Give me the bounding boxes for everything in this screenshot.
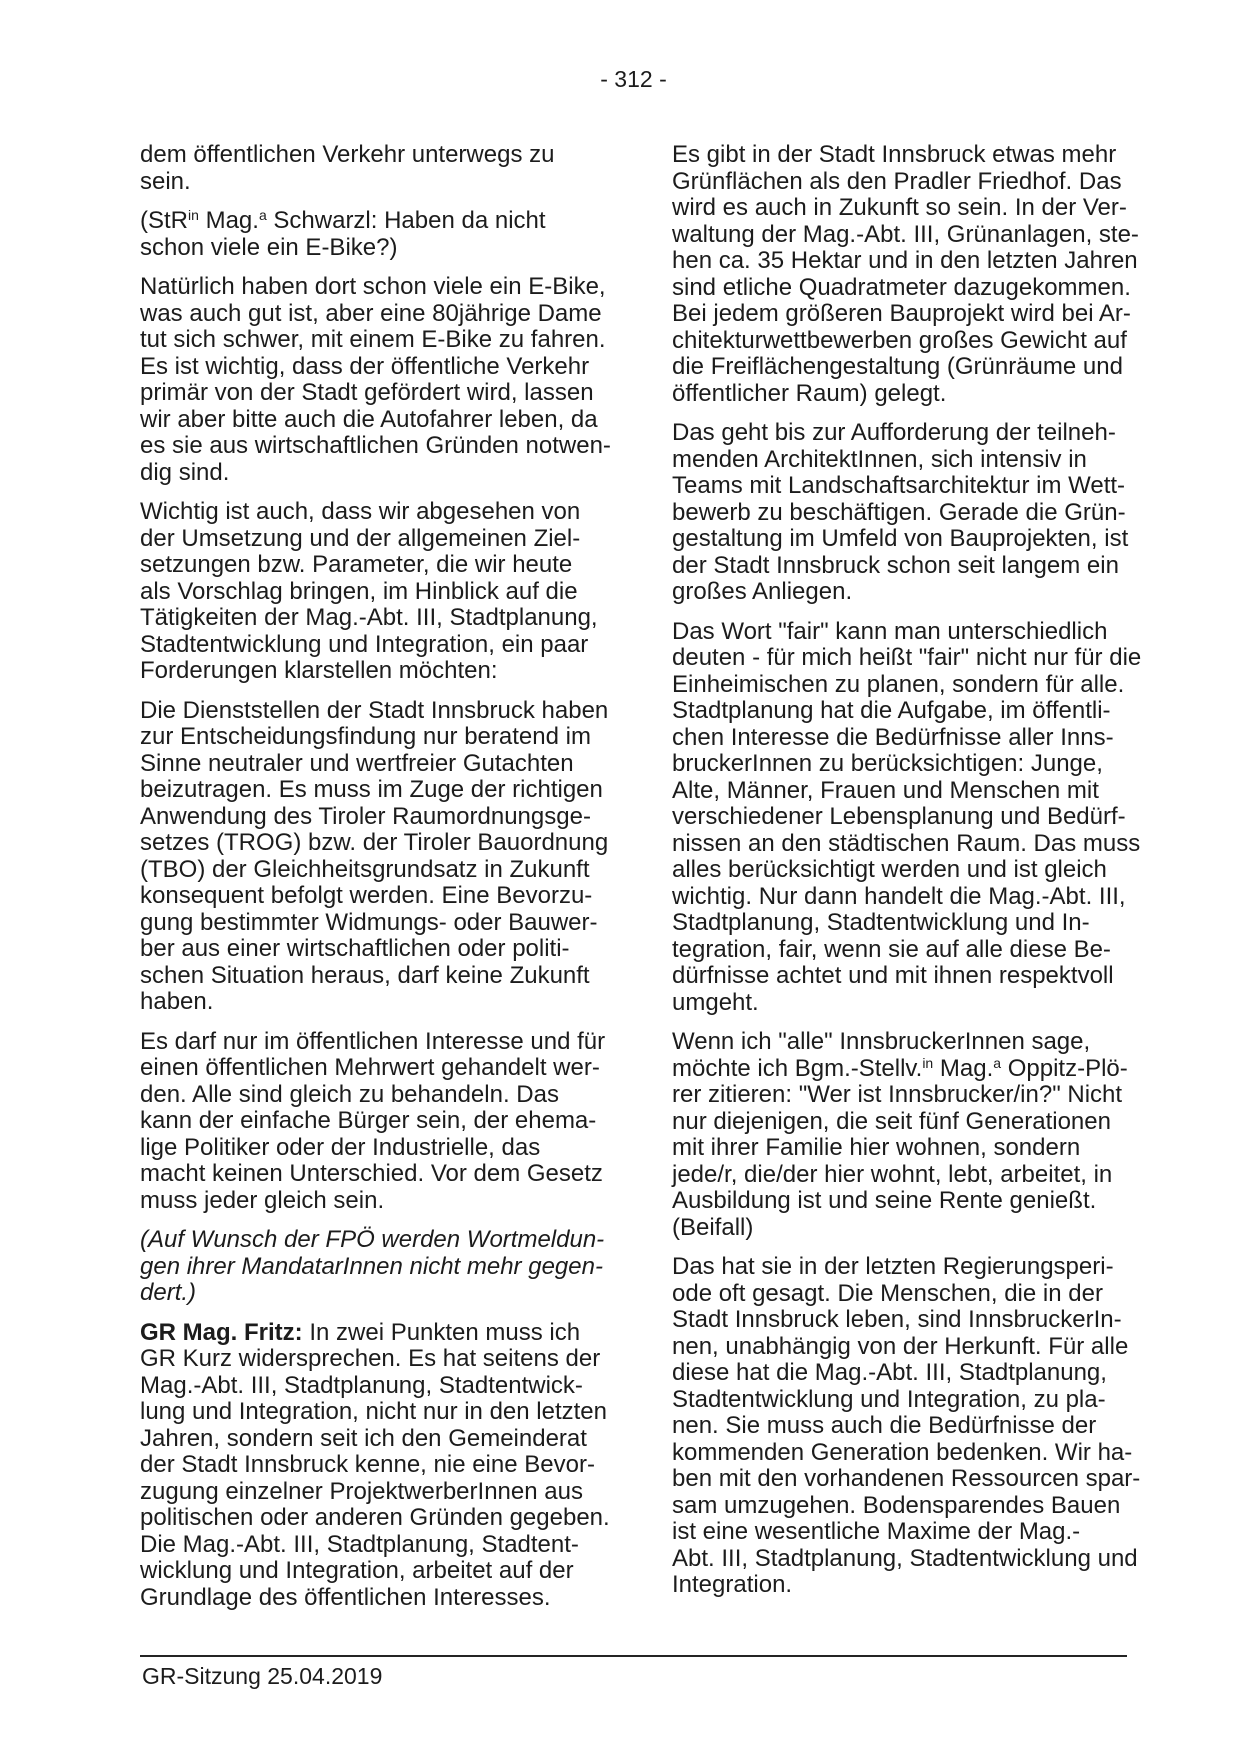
text-run: Mag. xyxy=(933,1054,994,1082)
text-line: haben. xyxy=(140,988,214,1015)
text-line: Stadtentwicklung und Integration, ein paar xyxy=(140,630,589,658)
text-line: bruckerInnen zu berücksichtigen: Junge, xyxy=(672,750,1103,777)
text-line: gung bestimmter Widmungs- oder Bauwer- xyxy=(140,908,598,936)
text-line: primär von der Stadt gefördert wird, lassen xyxy=(140,379,594,406)
text-line: ber aus einer wirtschaftlichen oder politi- xyxy=(140,935,570,962)
text-line: den. Alle sind gleich zu behandeln. Das xyxy=(140,1080,559,1108)
superscript-text: a xyxy=(258,207,267,223)
text-line: chen Interesse die Bedürfnisse aller Inns- xyxy=(672,723,1114,751)
text-line: Jahren, sondern seit ich den Gemeinderat xyxy=(140,1424,587,1452)
text-line: macht keinen Unterschied. Vor dem Gesetz xyxy=(140,1160,603,1187)
text-line: tut sich schwer, mit einem E-Bike zu fahren. xyxy=(140,326,606,353)
text-run: Mag. xyxy=(198,207,259,234)
text-line: Mag.-Abt. III, Stadtplanung, Stadtentwick- xyxy=(140,1371,583,1399)
text-line: Stadtplanung, Stadtentwicklung und In- xyxy=(672,909,1090,936)
text-line: Stadt Innsbruck leben, sind InnsbruckerIn- xyxy=(672,1306,1122,1333)
text-run: Schwarzl: Haben da nicht xyxy=(266,207,546,234)
text-line: Bei jedem größeren Bauprojekt wird bei Ar- xyxy=(672,300,1131,327)
text-line: wird es auch in Zukunft so sein. In der Ver- xyxy=(672,194,1127,221)
text-line: kommenden Generation bedenken. Wir ha- xyxy=(672,1438,1133,1466)
text-line: Grünflächen als den Pradler Friedhof. Das xyxy=(672,167,1122,195)
text-line: chitekturwettbewerben großes Gewicht auf xyxy=(672,326,1127,354)
text-line: sam umzugehen. Bodensparendes Bauen xyxy=(672,1491,1121,1519)
text-line: ode oft gesagt. Die Menschen, die in der xyxy=(672,1279,1103,1307)
text-line: der Umsetzung und der allgemeinen Ziel- xyxy=(140,524,581,552)
text-line: Wenn ich "alle" InnsbruckerInnen sage, xyxy=(672,1028,1091,1055)
text-line: lung und Integration, nicht nur in den letzten xyxy=(140,1398,607,1425)
paragraph-italic xyxy=(140,1227,608,1307)
text-line: Anwendung des Tiroler Raumordnungsge- xyxy=(140,802,591,830)
text-line: ben mit den vorhandenen Ressourcen spar- xyxy=(672,1465,1141,1492)
paragraph xyxy=(140,499,608,685)
text-line: Die Mag.-Abt. III, Stadtplanung, Stadtent- xyxy=(140,1530,579,1558)
text-line: dert.) xyxy=(140,1279,197,1306)
text-line: die Freiflächengestaltung (Grünräume und xyxy=(672,353,1123,380)
text-line: nen. Sie muss auch die Bedürfnisse der xyxy=(672,1412,1097,1439)
text-line: umgeht. xyxy=(672,988,759,1016)
text-line: rer zitieren: "Wer ist Innsbrucker/in?" Nicht xyxy=(672,1081,1123,1108)
speaker-name: GR Mag. Fritz: xyxy=(140,1318,303,1346)
text-run: Oppitz-Plö- xyxy=(1001,1054,1128,1082)
paragraph xyxy=(672,141,1139,407)
text-line: mit ihrer Familie hier wohnen, sondern xyxy=(672,1134,1081,1161)
text-line: der Stadt Innsbruck schon seit langem ein xyxy=(672,551,1119,579)
superscript-text: a xyxy=(993,1054,1002,1071)
text-line: politischen oder anderen Gründen gegeben. xyxy=(140,1504,610,1531)
text-line: (TBO) der Gleichheitsgrundsatz in Zukunft xyxy=(140,855,590,883)
column-right xyxy=(672,141,1142,1612)
text-line: dem öffentlichen Verkehr unterwegs zu xyxy=(140,141,555,168)
text-line: Teams mit Landschaftsarchitektur im Wett- xyxy=(672,472,1126,499)
text-line: nur diejenigen, die seit fünf Generationen xyxy=(672,1107,1111,1135)
text-line: deuten - für mich heißt "fair" nicht nur für die xyxy=(672,644,1142,671)
paragraph xyxy=(672,1253,1141,1599)
text-line: alles berücksichtigt werden und ist gleich xyxy=(672,856,1107,883)
column-left xyxy=(140,141,611,1624)
text-line: muss jeder gleich sein. xyxy=(140,1186,385,1214)
text-line: Stadtplanung hat die Aufgabe, im öffentli- xyxy=(672,697,1111,724)
paragraph xyxy=(140,273,611,486)
paragraph xyxy=(140,1320,608,1612)
text-line: Grundlage des öffentlichen Interesses. xyxy=(140,1583,551,1611)
paragraph xyxy=(140,142,608,195)
paragraph xyxy=(672,617,1142,1017)
text-line: Es darf nur im öffentlichen Interesse und für xyxy=(140,1027,606,1055)
text-line: Alte, Männer, Frauen und Menschen mit xyxy=(672,776,1099,804)
text-line: zur Entscheidungsfindung nur beratend im xyxy=(140,723,591,750)
text-line: sind etliche Quadratmeter dazugekommen. xyxy=(672,273,1131,301)
text-line: zugung einzelner ProjektwerberInnen aus xyxy=(140,1477,583,1505)
text-line: Abt. III, Stadtplanung, Stadtentwicklung und xyxy=(672,1544,1138,1572)
text-line: hen ca. 35 Hektar und in den letzten Jahren xyxy=(672,247,1138,274)
text-line: gen ihrer MandatarInnen nicht mehr gegen- xyxy=(140,1252,603,1280)
text-line: tegration, fair, wenn sie auf alle diese Be- xyxy=(672,935,1111,963)
paragraph xyxy=(672,1029,1127,1241)
text-line: konsequent befolgt werden. Eine Bevorzu- xyxy=(140,882,593,909)
text-run: In zwei Punkten muss ich xyxy=(302,1318,581,1346)
text-line: verschiedener Lebensplanung und Bedürf- xyxy=(672,803,1126,830)
paragraph xyxy=(672,420,1127,606)
text-line: Integration. xyxy=(672,1571,793,1598)
text-run: möchte ich Bgm.-Stellv. xyxy=(672,1054,923,1082)
text-line: Es gibt in der Stadt Innsbruck etwas mehr xyxy=(672,141,1117,168)
text-line: Natürlich haben dort schon viele ein E-Bike, xyxy=(140,273,606,300)
text-line: Forderungen klarstellen möchten: xyxy=(140,657,498,684)
text-line: setzungen bzw. Parameter, die wir heute xyxy=(140,551,573,578)
text-line: wicklung und Integration, arbeitet auf der xyxy=(140,1557,574,1584)
text-line: schen Situation heraus, darf keine Zukunft xyxy=(140,961,590,989)
page-number: - 312 - xyxy=(600,66,667,92)
text-line: Das hat sie in der letzten Regierungsperi- xyxy=(672,1253,1114,1280)
footer-label: GR-Sitzung 25.04.2019 xyxy=(142,1663,383,1689)
text-line: jede/r, die/der hier wohnt, lebt, arbeitet, in xyxy=(672,1160,1113,1188)
text-line: als Vorschlag bringen, im Hinblick auf die xyxy=(140,577,578,605)
text-line xyxy=(140,208,608,235)
text-run: (StR xyxy=(140,207,188,234)
text-line: sein. xyxy=(140,167,191,195)
text-line: (Auf Wunsch der FPÖ werden Wortmeldun- xyxy=(140,1226,605,1253)
text-line: der Stadt Innsbruck kenne, nie eine Bevor- xyxy=(140,1451,595,1478)
text-line: setzes (TROG) bzw. der Tiroler Bauordnung xyxy=(140,829,609,856)
text-line: (Beifall) xyxy=(672,1213,754,1241)
text-line xyxy=(140,1320,608,1347)
text-line: wichtig. Nur dann handelt die Mag.-Abt. III, xyxy=(672,882,1126,910)
text-line: menden ArchitektInnen, sich intensiv in xyxy=(672,445,1087,473)
text-line: Das Wort "fair" kann man unterschiedlich xyxy=(672,617,1108,645)
text-line: wir aber bitte auch die Autofahrer leben, da xyxy=(140,405,598,433)
text-line: gestaltung im Umfeld von Bauprojekten, ist xyxy=(672,525,1129,552)
text-line: öffentlicher Raum) gelegt. xyxy=(672,379,947,407)
footer-divider xyxy=(140,1655,1127,1657)
text-line: Tätigkeiten der Mag.-Abt. III, Stadtplanung, xyxy=(140,604,598,631)
text-line: einen öffentlichen Mehrwert gehandelt wer- xyxy=(140,1054,600,1081)
text-line: GR Kurz widersprechen. Es hat seitens der xyxy=(140,1345,601,1372)
text-line xyxy=(672,1056,1127,1083)
text-line: ist eine wesentliche Maxime der Mag.- xyxy=(672,1518,1081,1545)
text-line: großes Anliegen. xyxy=(672,578,853,605)
text-line: dürfnisse achtet und mit ihnen respektvoll xyxy=(672,962,1114,989)
text-line: Stadtentwicklung und Integration, zu pla- xyxy=(672,1385,1106,1413)
text-line: nissen an den städtischen Raum. Das muss xyxy=(672,829,1141,857)
text-line: waltung der Mag.-Abt. III, Grünanlagen, ste- xyxy=(672,220,1139,248)
text-line: es sie aus wirtschaftlichen Gründen notwen- xyxy=(140,432,611,459)
superscript-text: in xyxy=(922,1054,934,1071)
text-line: bewerb zu beschäftigen. Gerade die Grün- xyxy=(672,498,1126,526)
text-line: diese hat die Mag.-Abt. III, Stadtplanung, xyxy=(672,1359,1107,1386)
text-line: Es ist wichtig, dass der öffentliche Verkehr xyxy=(140,352,590,380)
text-line: lige Politiker oder der Industrielle, das xyxy=(140,1133,541,1161)
text-line: schon viele ein E-Bike?) xyxy=(140,233,398,261)
text-line: Das geht bis zur Aufforderung der teilneh- xyxy=(672,419,1116,446)
text-line: beizutragen. Es muss im Zuge der richtigen xyxy=(140,776,603,803)
text-line: dig sind. xyxy=(140,458,230,486)
text-line: kann der einfache Bürger sein, der ehema- xyxy=(140,1107,597,1134)
text-line: Ausbildung ist und seine Rente genießt. xyxy=(672,1187,1097,1214)
text-line: Sinne neutraler und wertfreier Gutachten xyxy=(140,749,574,777)
superscript-text: in xyxy=(188,207,199,223)
text-line: Einheimischen zu planen, sondern für alle. xyxy=(672,670,1125,698)
paragraph xyxy=(140,208,608,261)
text-line: Die Dienststellen der Stadt Innsbruck haben xyxy=(140,696,609,724)
paragraph xyxy=(140,1029,608,1215)
text-line: Wichtig ist auch, dass wir abgesehen von xyxy=(140,498,581,525)
text-line: was auch gut ist, aber eine 80jährige Dame xyxy=(140,299,602,327)
paragraph xyxy=(140,698,608,1016)
text-line: nen, unabhängig von der Herkunft. Für alle xyxy=(672,1332,1129,1360)
